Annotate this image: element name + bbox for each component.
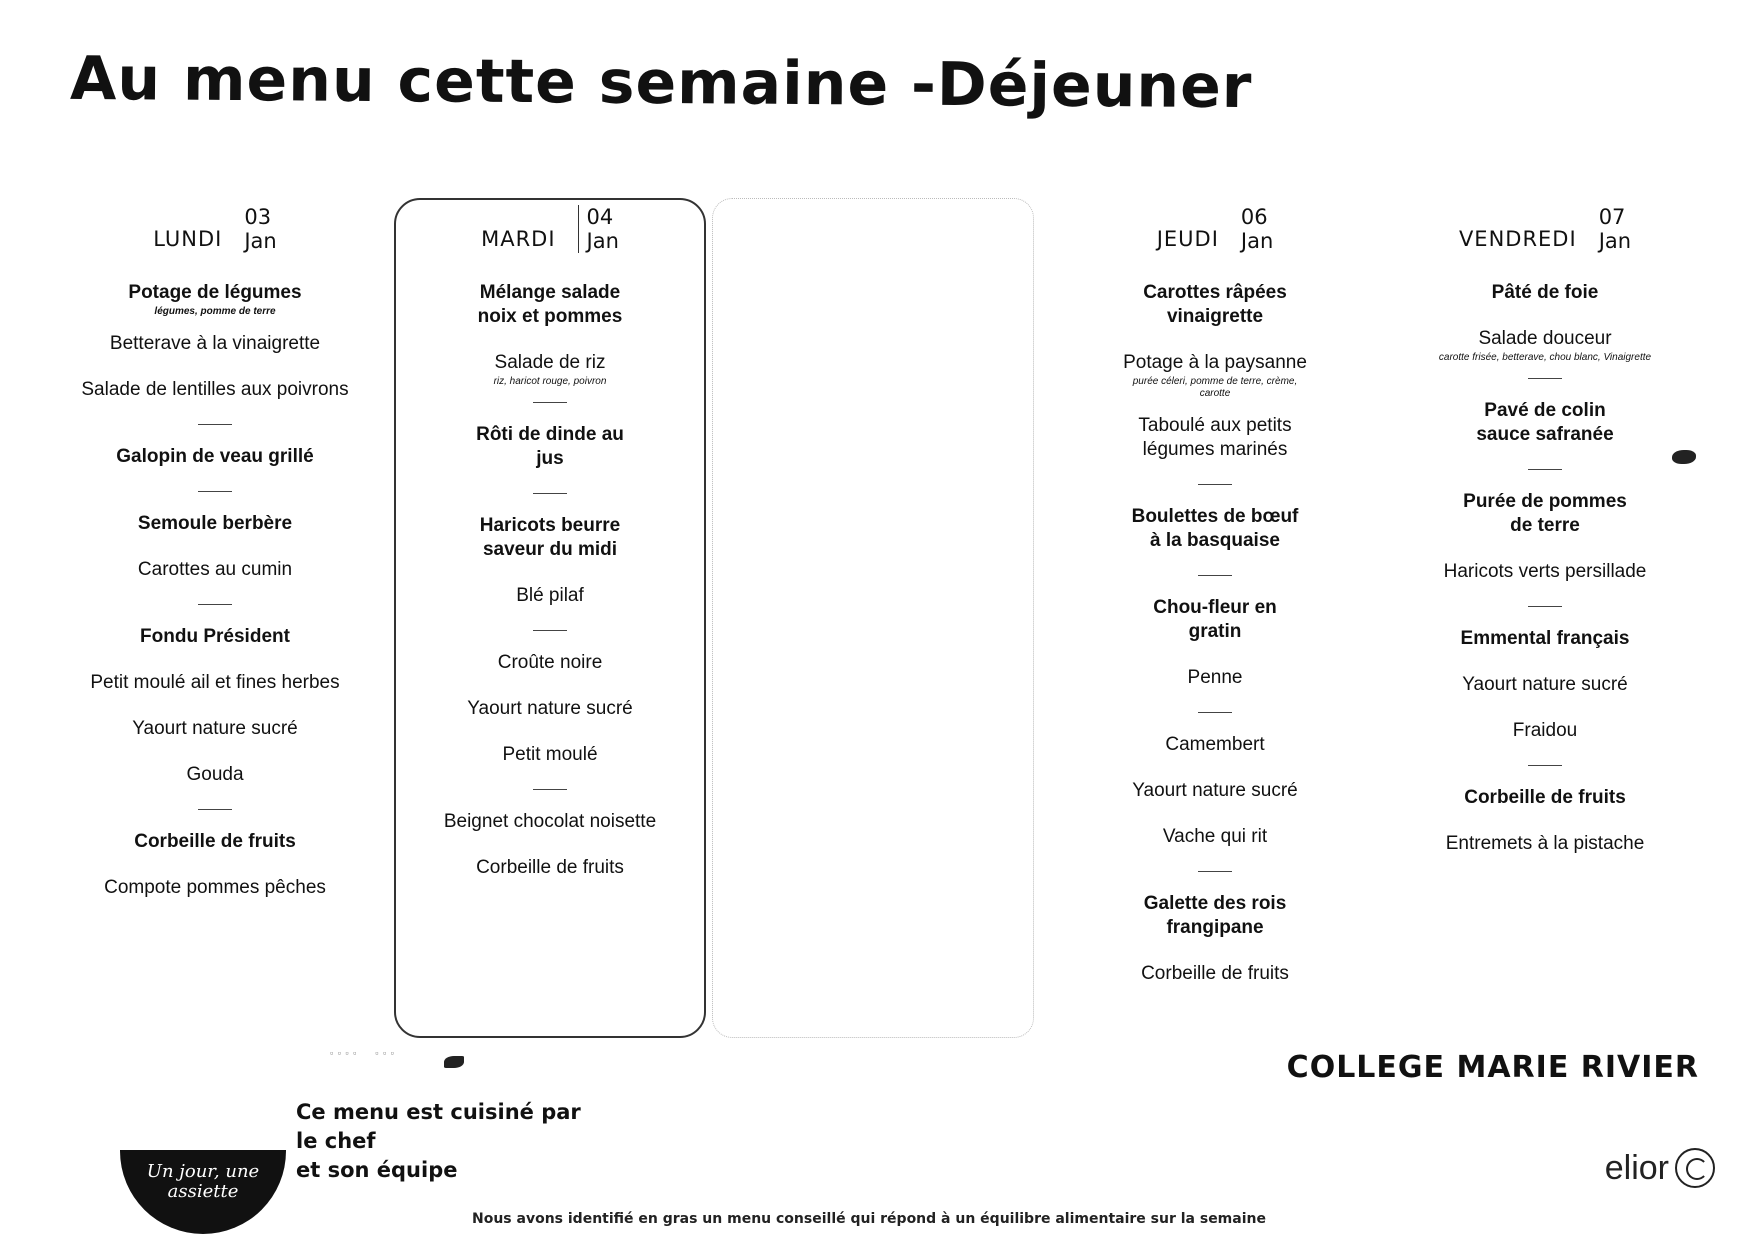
menu-item-label: Fondu Président bbox=[140, 626, 290, 647]
menu-item bbox=[1390, 719, 1700, 743]
chef-line: et son équipe bbox=[296, 1158, 458, 1182]
fish-icon bbox=[1672, 450, 1696, 464]
menu-item-label: Salade de lentilles aux poivrons bbox=[81, 379, 349, 400]
school-name: COLLEGE MARIE RIVIER bbox=[1286, 1050, 1699, 1085]
menu-item-label: Carottes râpées vinaigrette bbox=[1143, 282, 1287, 327]
menu-item bbox=[60, 876, 370, 900]
day-date bbox=[244, 205, 276, 253]
elior-icon bbox=[1675, 1148, 1715, 1188]
course-separator bbox=[1528, 606, 1562, 607]
course-separator bbox=[1528, 765, 1562, 766]
menu-item-ingredients: purée céleri, pomme de terre, crème, carotte bbox=[1132, 376, 1298, 399]
course-separator bbox=[198, 604, 232, 605]
menu-item bbox=[394, 423, 706, 471]
day-name: MARDI bbox=[481, 227, 556, 251]
menu-item-label: Boulettes de bœuf à la basquaise bbox=[1131, 506, 1299, 551]
day-date bbox=[578, 205, 619, 253]
label-logo-right: ▫ ▫ ▫ bbox=[375, 1048, 395, 1058]
menu-item bbox=[1390, 832, 1700, 856]
menu-item bbox=[1060, 414, 1370, 462]
menu-item-label: Betterave à la vinaigrette bbox=[109, 333, 321, 354]
menu-item bbox=[394, 810, 706, 834]
menu-item-label: Vache qui rit bbox=[1162, 826, 1268, 847]
day-number: 06 bbox=[1240, 205, 1268, 229]
menu-item-ingredients: riz, haricot rouge, poivron bbox=[493, 376, 607, 387]
menu-item bbox=[394, 281, 706, 329]
menu-item bbox=[394, 351, 706, 388]
course-separator bbox=[1528, 469, 1562, 470]
bowl-logo-text: Un jour, une assiette bbox=[146, 1161, 260, 1202]
menu-item bbox=[60, 332, 370, 356]
menu-item-label: Corbeille de fruits bbox=[1141, 963, 1289, 984]
menu-item-label: Yaourt nature sucré bbox=[1462, 674, 1628, 695]
menu-item bbox=[1390, 560, 1700, 584]
leaf-icon bbox=[444, 1056, 464, 1068]
menu-item-label: Pâté de foie bbox=[1491, 282, 1599, 303]
menu-item bbox=[60, 625, 370, 649]
menu-item bbox=[1390, 627, 1700, 651]
menu-item-label: Galette des rois frangipane bbox=[1143, 893, 1287, 938]
day-month: Jan bbox=[1240, 229, 1274, 253]
menu-item bbox=[394, 856, 706, 880]
menu-item bbox=[1060, 351, 1370, 400]
chef-line: Ce menu est cuisiné par bbox=[296, 1100, 581, 1124]
day-column-jeudi bbox=[1060, 205, 1370, 1008]
menu-item bbox=[1390, 490, 1700, 538]
menu-item bbox=[1060, 281, 1370, 329]
menu-item-label: Camembert bbox=[1165, 734, 1265, 755]
menu-item bbox=[394, 743, 706, 767]
day-header bbox=[1060, 205, 1370, 265]
menu-item-label: Yaourt nature sucré bbox=[1132, 780, 1298, 801]
menu-item bbox=[1390, 281, 1700, 305]
menu-item-label: Corbeille de fruits bbox=[476, 857, 624, 878]
menu-item bbox=[60, 378, 370, 402]
menu-item bbox=[1390, 327, 1700, 364]
menu-item-label: Salade de riz bbox=[494, 352, 606, 373]
menu-item-label: Haricots beurre saveur du midi bbox=[479, 515, 621, 560]
menu-item-ingredients: légumes, pomme de terre bbox=[154, 306, 276, 317]
course-separator bbox=[1198, 484, 1232, 485]
menu-item-label: Yaourt nature sucré bbox=[132, 718, 298, 739]
menu-item bbox=[1060, 505, 1370, 553]
menu-item-label: Semoule berbère bbox=[137, 513, 293, 534]
menu-item bbox=[1060, 666, 1370, 690]
day-column-mardi bbox=[394, 205, 706, 902]
menu-item-label: Entremets à la pistache bbox=[1445, 833, 1645, 854]
menu-item bbox=[60, 445, 370, 469]
menu-item bbox=[394, 697, 706, 721]
course-separator bbox=[533, 630, 567, 631]
menu-item bbox=[394, 584, 706, 608]
menu-item-label: Chou-fleur en gratin bbox=[1153, 597, 1277, 642]
menu-item-label: Haricots verts persillade bbox=[1443, 561, 1647, 582]
menu-item-label: Emmental français bbox=[1460, 628, 1630, 649]
menu-item-label: Yaourt nature sucré bbox=[467, 698, 633, 719]
menu-item bbox=[1060, 825, 1370, 849]
menu-item-label: Taboulé aux petits légumes marinés bbox=[1138, 415, 1292, 460]
day-column-vendredi bbox=[1390, 205, 1700, 878]
menu-item-label: Corbeille de fruits bbox=[134, 831, 296, 852]
menu-item-label: Croûte noire bbox=[497, 652, 603, 673]
menu-item bbox=[1060, 733, 1370, 757]
course-separator bbox=[198, 424, 232, 425]
course-separator bbox=[1528, 378, 1562, 379]
day-name: VENDREDI bbox=[1458, 227, 1577, 251]
course-separator bbox=[1198, 575, 1232, 576]
day-header bbox=[1390, 205, 1700, 265]
menu-item bbox=[60, 558, 370, 582]
bowl-decoration bbox=[140, 1110, 270, 1152]
bowl-logo bbox=[120, 1150, 286, 1234]
menu-item-label: Salade douceur bbox=[1478, 328, 1612, 349]
day-date bbox=[1599, 205, 1631, 253]
day-month: Jan bbox=[1598, 229, 1632, 253]
menu-item-label: Petit moulé ail et fines herbes bbox=[90, 672, 340, 693]
day-date bbox=[1241, 205, 1273, 253]
menu-item-label: Potage de légumes bbox=[128, 282, 302, 303]
brand-logo bbox=[1605, 1148, 1715, 1188]
menu-item bbox=[60, 281, 370, 318]
menu-item bbox=[394, 651, 706, 675]
menu-item bbox=[1060, 596, 1370, 644]
brand-name: elior bbox=[1604, 1148, 1669, 1187]
day-number: 04 bbox=[586, 205, 614, 229]
menu-item-label: Purée de pommes de terre bbox=[1463, 491, 1627, 536]
day-number: 03 bbox=[244, 205, 272, 229]
menu-item-ingredients: carotte frisée, betterave, chou blanc, Vinaigrette bbox=[1438, 352, 1652, 363]
menu-item bbox=[1390, 786, 1700, 810]
menu-item-label: Beignet chocolat noisette bbox=[443, 811, 657, 832]
label-logos bbox=[330, 1048, 395, 1058]
day-month: Jan bbox=[244, 229, 277, 253]
menu-item-label: Blé pilaf bbox=[516, 585, 584, 606]
day-name: LUNDI bbox=[153, 227, 223, 251]
menu-item bbox=[1390, 399, 1700, 447]
chef-note bbox=[296, 1098, 581, 1185]
menu-item-label: Galopin de veau grillé bbox=[116, 446, 314, 467]
menu-item-label: Mélange salade noix et pommes bbox=[477, 282, 623, 327]
course-separator bbox=[533, 493, 567, 494]
day-header bbox=[394, 205, 706, 265]
menu-item bbox=[60, 830, 370, 854]
day-number: 07 bbox=[1598, 205, 1626, 229]
menu-item-label: Fraidou bbox=[1512, 720, 1578, 741]
menu-item bbox=[60, 512, 370, 536]
course-separator bbox=[1198, 871, 1232, 872]
course-separator bbox=[198, 809, 232, 810]
course-separator bbox=[1198, 712, 1232, 713]
menu-item-label: Penne bbox=[1187, 667, 1243, 688]
menu-item-label: Rôti de dinde au jus bbox=[476, 424, 624, 469]
day-month: Jan bbox=[586, 229, 619, 253]
menu-item bbox=[60, 763, 370, 787]
day-header bbox=[60, 205, 370, 265]
menu-item-label: Carottes au cumin bbox=[137, 559, 293, 580]
menu-item-label: Gouda bbox=[186, 764, 244, 785]
menu-item bbox=[1390, 673, 1700, 697]
course-separator bbox=[533, 789, 567, 790]
menu-item bbox=[60, 671, 370, 695]
menu-item-label: Pavé de colin sauce safranée bbox=[1476, 400, 1614, 445]
menu-item bbox=[1060, 779, 1370, 803]
footer-note: Nous avons identifié en gras un menu conseillé qui répond à un équilibre alimentaire sur la semaine bbox=[472, 1211, 1266, 1227]
menu-item-label: Potage à la paysanne bbox=[1123, 352, 1307, 373]
menu-item-label: Petit moulé bbox=[502, 744, 598, 765]
day-name: JEUDI bbox=[1156, 227, 1219, 251]
menu-item bbox=[1060, 962, 1370, 986]
label-logo-left: ▫ ▫ ▫ ▫ bbox=[330, 1048, 358, 1058]
day-column-lundi bbox=[60, 205, 370, 922]
course-separator bbox=[198, 491, 232, 492]
menu-item bbox=[1060, 892, 1370, 940]
course-separator bbox=[533, 402, 567, 403]
menu-item-label: Corbeille de fruits bbox=[1464, 787, 1626, 808]
menu-item bbox=[60, 717, 370, 741]
page-title: Au menu cette semaine -Déjeuner bbox=[69, 43, 1253, 123]
chef-line: le chef bbox=[296, 1129, 376, 1153]
menu-item bbox=[394, 514, 706, 562]
menu-item-label: Compote pommes pêches bbox=[104, 877, 326, 898]
empty-day-box bbox=[712, 198, 1034, 1038]
